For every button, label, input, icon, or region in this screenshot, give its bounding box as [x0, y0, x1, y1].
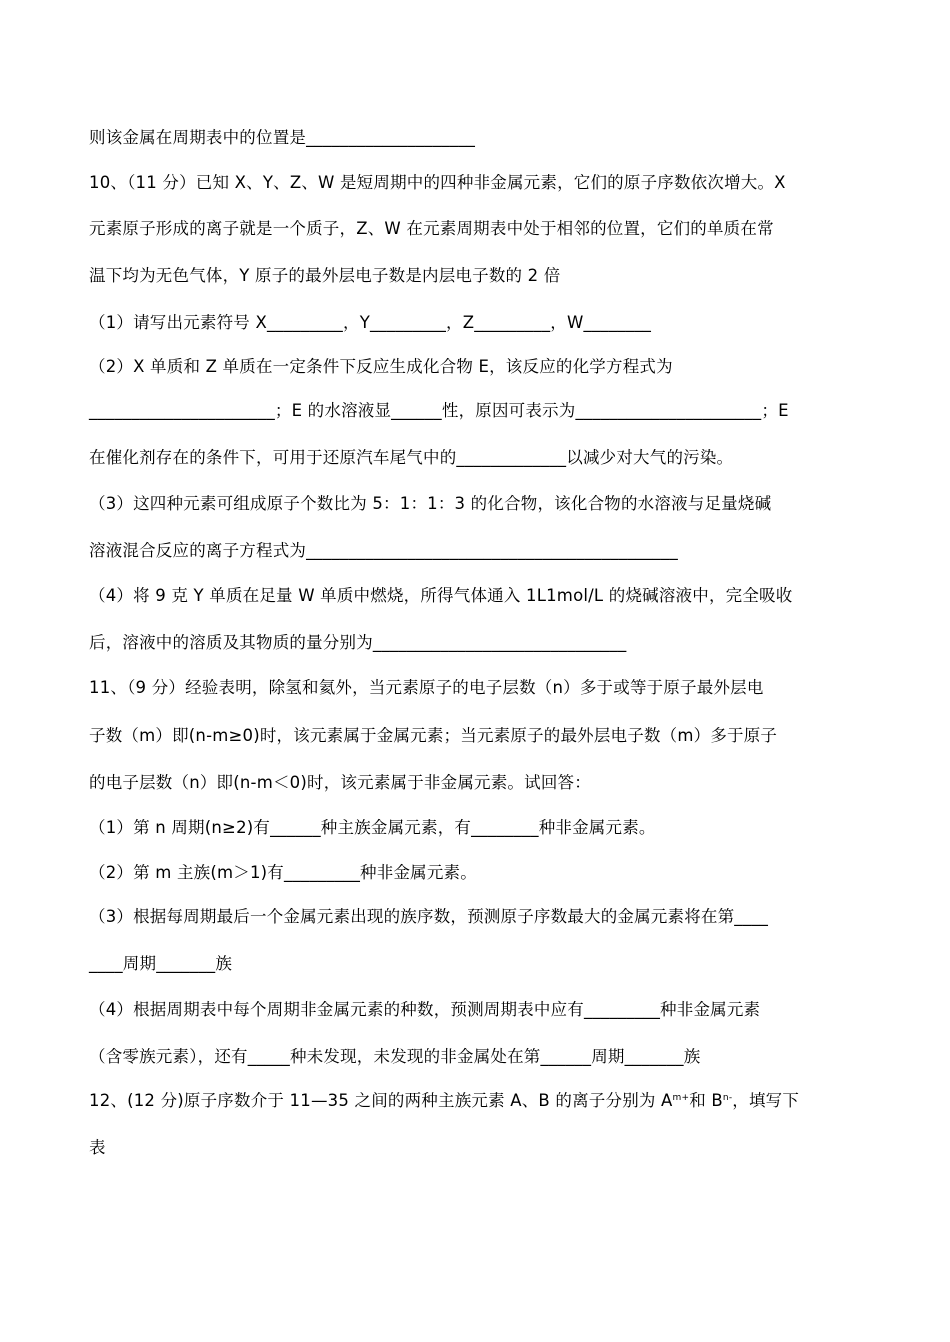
text-line: 的电子层数（n）即(n-m＜0)时，该元素属于非金属元素。试回答：	[89, 773, 591, 792]
question-10-title: 10、（11 分）已知 X、Y、Z、W 是短周期中的四种非金属元素，它们的原子序数依次增大。X	[89, 173, 786, 192]
text-line: 则该金属在周期表中的位置是____________________	[89, 128, 476, 147]
question-11-title: 11、（9 分）经验表明，除氢和氦外，当元素原子的电子层数（n）多于或等于原子最外层电	[89, 678, 764, 697]
text-line: 溶液混合反应的离子方程式为____________________________________________	[89, 541, 678, 560]
question-10-part-4: （4）将 9 克 Y 单质在足量 W 单质中燃烧，所得气体通入 1L1mol/L 的烧碱溶液中，完全吸收	[89, 586, 793, 605]
question-11-part-4: （4）根据周期表中每个周期非金属元素的种数，预测周期表中应有_________种非金属元素	[89, 1000, 761, 1019]
text-line: （含零族元素），还有_____种未发现，未发现的非金属处在第______周期_______族	[89, 1047, 701, 1066]
question-10-part-1: （1）请写出元素符号 X_________，Y_________，Z_________，W________	[89, 313, 652, 332]
text-line: ____周期_______族	[89, 954, 233, 973]
ion-charge-superscript: n-	[722, 1093, 733, 1103]
question-11-part-2: （2）第 m 主族(m＞1)有_________种非金属元素。	[89, 863, 477, 882]
text-line: 元素原子形成的离子就是一个质子，Z、W 在元素周期表中处于相邻的位置，它们的单质在常	[89, 219, 774, 238]
text-line: 温下均为无色气体，Y 原子的最外层电子数是内层电子数的 2 倍	[89, 266, 561, 285]
text-line: 在催化剂存在的条件下，可用于还原汽车尾气中的_____________以减少对大气的污染。	[89, 448, 734, 467]
question-10-part-2: （2）X 单质和 Z 单质在一定条件下反应生成化合物 E，该反应的化学方程式为	[89, 357, 673, 376]
text-line: 子数（m）即(n-m≥0)时，该元素属于金属元素；当元素原子的最外层电子数（m）多于原子	[89, 726, 778, 745]
question-11-part-1: （1）第 n 周期(n≥2)有______种主族金属元素，有________种非金属元素。	[89, 818, 656, 837]
text-line: ______________________；E 的水溶液显______性，原因可表示为______________________；E	[89, 401, 789, 420]
ion-charge-superscript: m+	[672, 1093, 690, 1103]
question-12-title: 12、(12 分)原子序数介于 11—35 之间的两种主族元素 A、B 的离子分别为 $A^{m+}$和 $B^{n-}$，填写下	[89, 1091, 800, 1110]
question-10-part-3: （3）这四种元素可组成原子个数比为 5：1：1：3 的化合物，该化合物的水溶液与足量烧碱	[89, 494, 772, 513]
text-line: 表	[89, 1138, 106, 1157]
question-11-part-3: （3）根据每周期最后一个金属元素出现的族序数，预测原子序数最大的金属元素将在第____	[89, 907, 769, 926]
text-line: 后，溶液中的溶质及其物质的量分别为______________________________	[89, 633, 627, 652]
